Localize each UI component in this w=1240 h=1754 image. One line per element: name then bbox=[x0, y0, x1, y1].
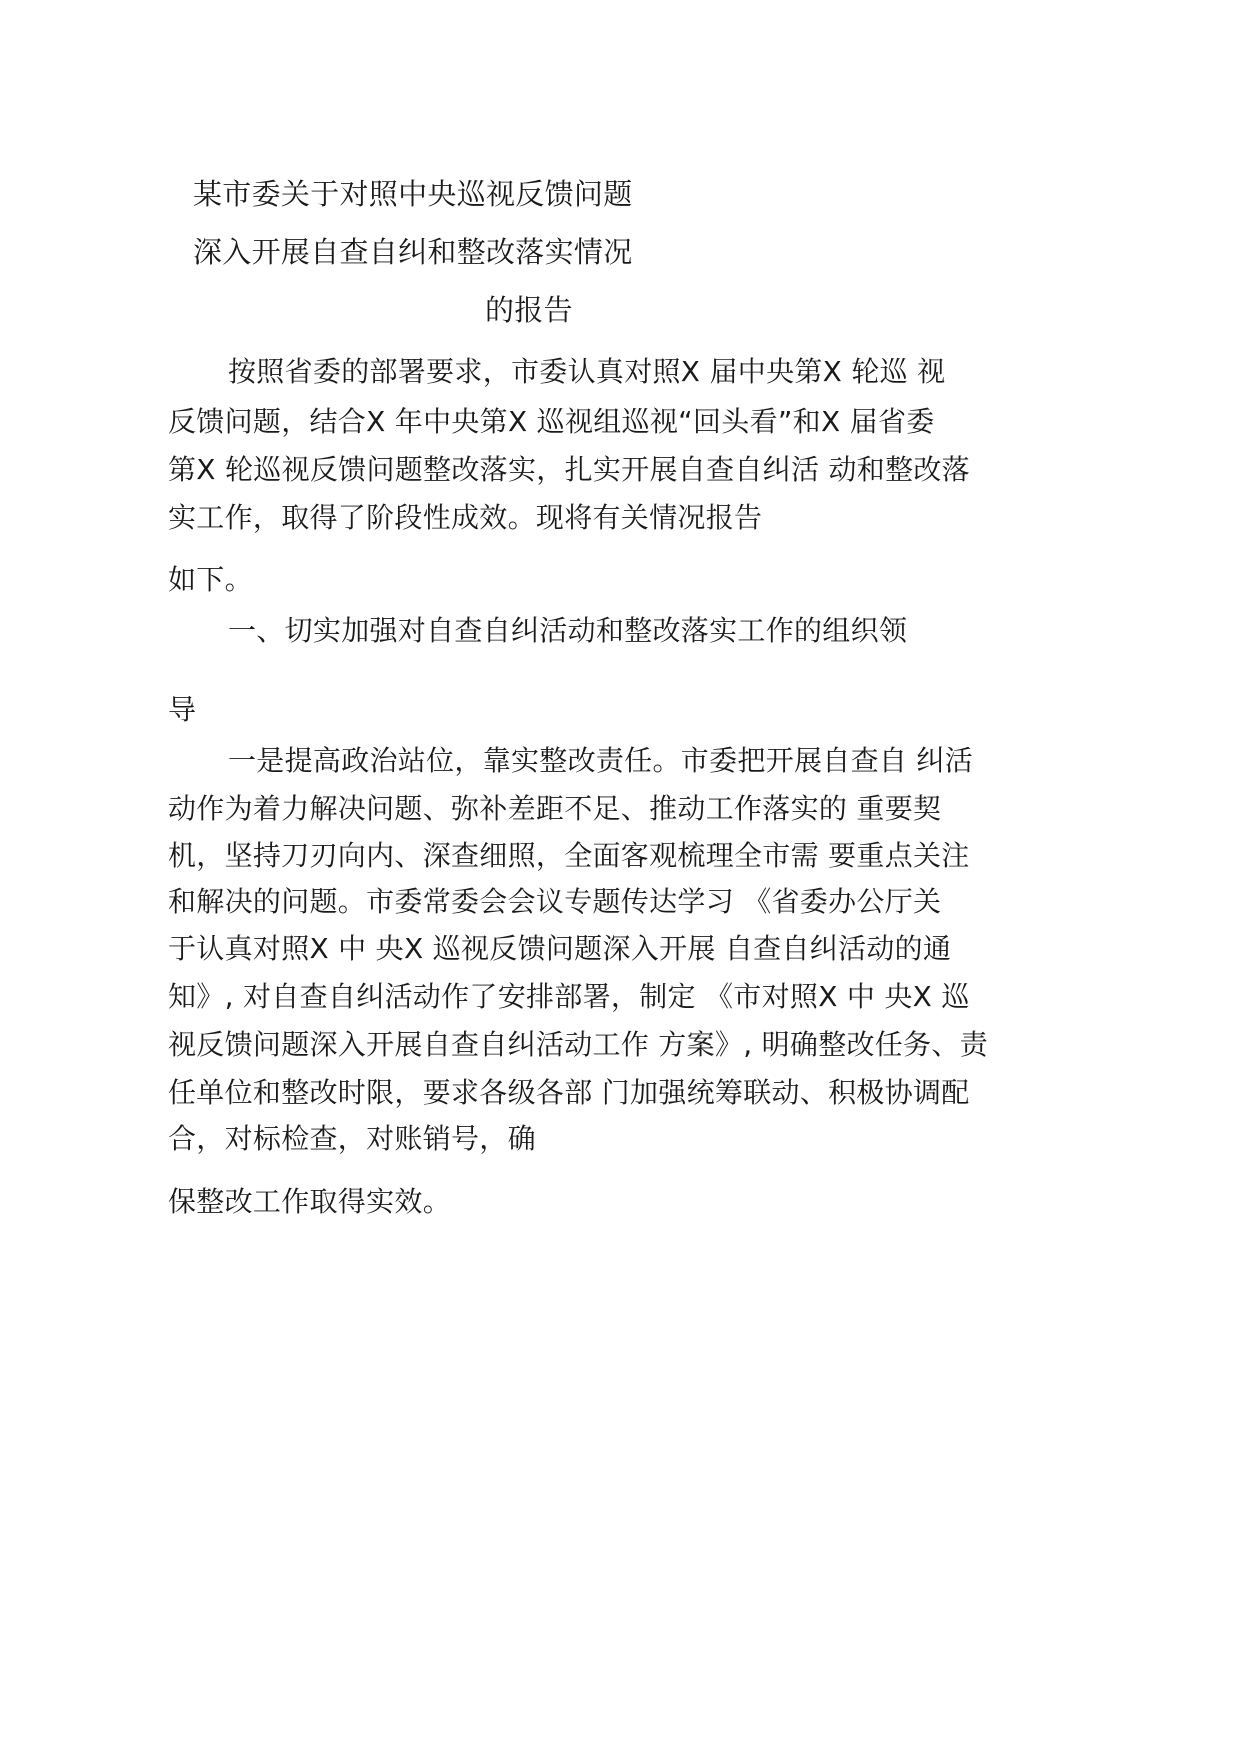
body-line-1: 一是提高政治站位，靠实整改责任。市委把开展自查自 纠活 bbox=[228, 744, 974, 777]
body-line-9: 合，对标检查，对账销号，确 bbox=[168, 1122, 536, 1155]
intro-line-5: 如下。 bbox=[168, 563, 253, 596]
body-line-6: 知》, 对自查自纠活动作了安排部署，制定 《市对照Ⅹ 中 央Ⅹ 巡 bbox=[168, 980, 970, 1013]
title-line-1: 某市委关于对照中央巡视反馈问题 bbox=[193, 177, 633, 211]
body-line-2: 动作为着力解决问题、弥补差距不足、推动工作落实的 重要契 bbox=[168, 792, 942, 825]
body-line-3: 机，坚持刀刃向内、深查细照，全面客观梳理全市需 要重点关注 bbox=[168, 839, 970, 872]
body-line-5: 于认真对照Ⅹ 中 央Ⅹ 巡视反馈问题深入开展 自查自纠活动的通 bbox=[168, 932, 952, 965]
section-heading-line-2: 导 bbox=[168, 693, 197, 726]
intro-line-1: 按照省委的部署要求，市委认真对照Ⅹ 届中央第Ⅹ 轮巡 视 bbox=[228, 355, 946, 388]
body-line-4: 和解决的问题。市委常委会会议专题传达学习 《省委办公厅关 bbox=[168, 885, 942, 918]
body-line-7: 视反馈问题深入开展自查自纠活动工作 方案》, 明确整改任务、责 bbox=[168, 1028, 989, 1061]
intro-line-4: 实工作，取得了阶段性成效。现将有关情况报告 bbox=[168, 501, 763, 534]
section-heading-line-1: 一、切实加强对自查自纠活动和整改落实工作的组织领 bbox=[228, 614, 908, 647]
intro-line-3: 第Ⅹ 轮巡视反馈问题整改落实，扎实开展自查自纠活 动和整改落 bbox=[168, 453, 970, 486]
title-line-3: 的报告 bbox=[485, 293, 573, 327]
intro-line-2: 反馈问题，结合Ⅹ 年中央第Ⅹ 巡视组巡视“回头看”和Ⅹ 届省委 bbox=[168, 405, 935, 438]
body-line-8: 任单位和整改时限，要求各级各部 门加强统筹联动、积极协调配 bbox=[168, 1076, 970, 1109]
title-line-2: 深入开展自查自纠和整改落实情况 bbox=[193, 235, 633, 269]
body-line-10: 保整改工作取得实效。 bbox=[168, 1185, 452, 1218]
